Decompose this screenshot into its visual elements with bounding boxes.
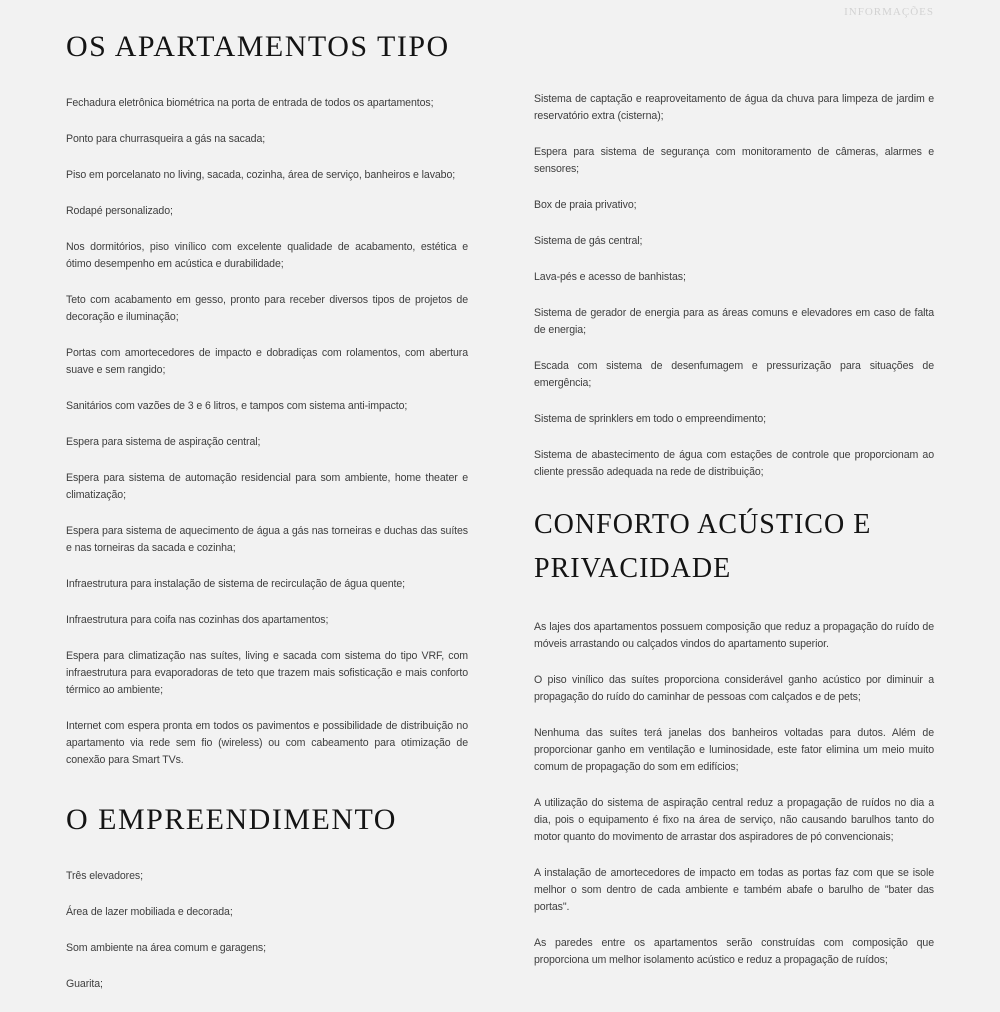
conforto-paragraphs (534, 619, 934, 969)
paragraph: As paredes entre os apartamentos serão construídas com composição que proporciona um melhor isolamento acústico e reduz a propagação de ruídos; (534, 937, 934, 966)
empreendimento-list-continued (534, 91, 934, 481)
list-item: Guarita; (66, 978, 103, 990)
paragraph: A utilização do sistema de aspiração central reduz a propagação de ruídos no dia a dia, pois o equipamento é fixo na área de serviço, não causando barulhos tanto do motor quanto do movimento de arrastar dos aspiradores de pó convencionais; (534, 797, 934, 843)
list-item: Sistema de sprinklers em todo o empreendimento; (534, 413, 767, 425)
list-item: Área de lazer mobiliada e decorada; (66, 906, 233, 918)
list-item: Rodapé personalizado; (66, 205, 173, 217)
list-item: Piso em porcelanato no living, sacada, cozinha, área de serviço, banheiros e lavabo; (66, 169, 456, 181)
section-title-conforto-line2: PRIVACIDADE (534, 553, 732, 584)
list-item: Sistema de gerador de energia para as áreas comuns e elevadores em caso de falta de energia; (534, 307, 934, 336)
list-item: Teto com acabamento em gesso, pronto para receber diversos tipos de projetos de decoração e iluminação; (66, 294, 468, 323)
list-item: Infraestrutura para coifa nas cozinhas dos apartamentos; (66, 614, 329, 626)
section-title-apartamentos: OS APARTAMENTOS TIPO (66, 30, 450, 63)
paragraph: Nenhuma das suítes terá janelas dos banheiros voltadas para dutos. Além de proporcionar ganho em ventilação e luminosidade, este fator elimina um meio muito comum de propagação do som em edifícios; (534, 727, 934, 773)
left-column (66, 0, 468, 1012)
list-item: Sistema de abastecimento de água com estações de controle que proporcionam ao cliente pressão adequada na rede de distribuição; (534, 449, 934, 478)
list-item: Infraestrutura para instalação de sistema de recirculação de água quente; (66, 578, 405, 590)
paragraph: A instalação de amortecedores de impacto em todas as portas faz com que se isole melhor o som dentro de cada ambiente e também abafe o barulho de "bater das portas". (534, 867, 934, 913)
paragraph: As lajes dos apartamentos possuem composição que reduz a propagação do ruído de móveis arrastando ou calçados vindos do apartamento superior. (534, 621, 934, 650)
list-item: Escada com sistema de desenfumagem e pressurização para situações de emergência; (534, 360, 934, 389)
list-item: Três elevadores; (66, 870, 143, 882)
list-item: Sistema de captação e reaproveitamento de água da chuva para limpeza de jardim e reservatório extra (cisterna); (534, 93, 934, 122)
list-item: Som ambiente na área comum e garagens; (66, 942, 266, 954)
list-item: Espera para sistema de aspiração central; (66, 436, 261, 448)
empreendimento-list (66, 868, 468, 993)
list-item: Espera para sistema de automação residencial para som ambiente, home theater e climatização; (66, 472, 468, 501)
list-item: Espera para sistema de aquecimento de água a gás nas torneiras e duchas das suítes e nas torneiras da sacada e cozinha; (66, 525, 468, 554)
paragraph: O piso vinílico das suítes proporciona considerável ganho acústico por diminuir a propagação do ruído do caminhar de pessoas com calçados e de pets; (534, 674, 934, 703)
list-item: Portas com amortecedores de impacto e dobradiças com rolamentos, com abertura suave e sem rangido; (66, 347, 468, 376)
page-watermark: INFORMAÇÕES (844, 6, 934, 18)
section-title-conforto-line1: CONFORTO ACÚSTICO E (534, 509, 872, 540)
list-item: Sistema de gás central; (534, 235, 643, 247)
right-column (534, 0, 934, 988)
list-item: Espera para climatização nas suítes, living e sacada com sistema do tipo VRF, com infraestrutura para evaporadoras de teto que trazem mais sofisticação e mais conforto térmico ao ambiente; (66, 650, 468, 696)
list-item: Ponto para churrasqueira a gás na sacada; (66, 133, 266, 145)
list-item: Lava-pés e acesso de banhistas; (534, 271, 686, 283)
list-item: Internet com espera pronta em todos os pavimentos e possibilidade de distribuição no apartamento via rede sem fio (wireless) ou com cabeamento para otimização de conexão para Smart TVs. (66, 720, 468, 766)
list-item: Sanitários com vazões de 3 e 6 litros, e tampos com sistema anti-impacto; (66, 400, 408, 412)
list-item: Nos dormitórios, piso vinílico com excelente qualidade de acabamento, estética e ótimo desempenho em acústica e durabilidade; (66, 241, 468, 270)
section-title-conforto (534, 503, 934, 591)
list-item: Espera para sistema de segurança com monitoramento de câmeras, alarmes e sensores; (534, 146, 934, 175)
list-item: Fechadura eletrônica biométrica na porta de entrada de todos os apartamentos; (66, 97, 434, 109)
apartamentos-list (66, 95, 468, 769)
section-title-empreendimento: O EMPREENDIMENTO (66, 803, 397, 836)
list-item: Box de praia privativo; (534, 199, 637, 211)
